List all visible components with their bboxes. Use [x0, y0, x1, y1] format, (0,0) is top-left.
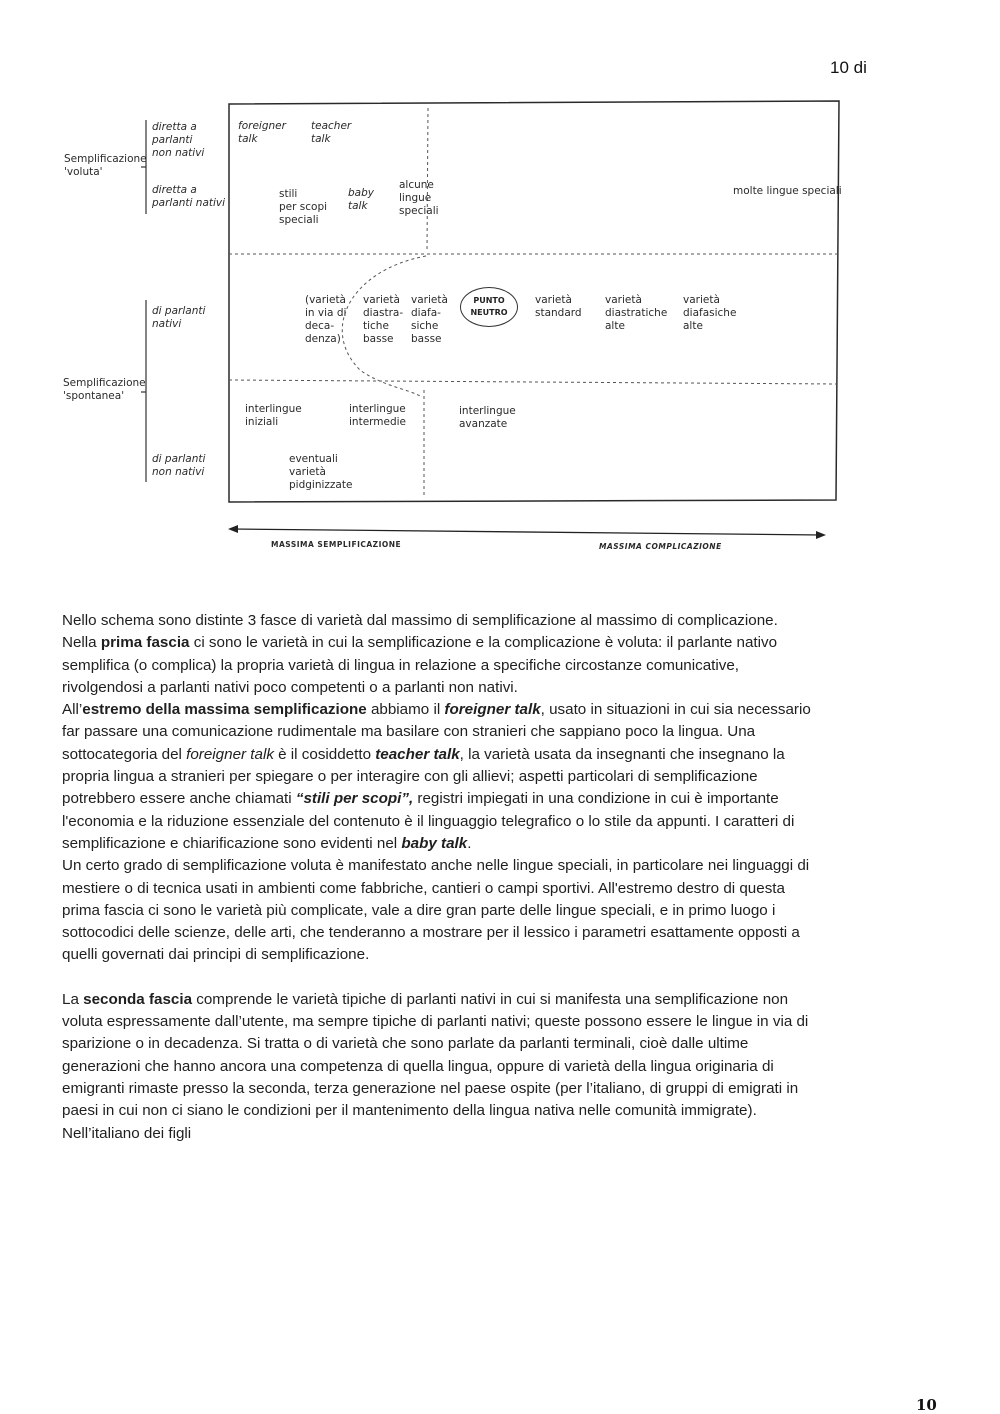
band-separator-2 [229, 380, 837, 384]
paragraph-seconda-fascia: La seconda fascia comprende le varietà tipiche di parlanti nativi in cui si manifesta una semplificazione non voluta espressamente dall’utente, ma sempre tipiche di parlanti nativi; queste possono essere le lingue in via di sparizione o in decadenza. Si tratta o di varietà che sono parlate da parlanti terminali, cioè dalle ultime generazioni che hanno ancora una competenza di quella lingua, oppure di varietà della lingua originaria di emigranti rimaste presso la seconda, terza generazione nel paese ospite (per l’italiano, di gruppi di emigrati in paesi in cui non ci siano le condizioni per il mantenimento della lingua nativa nelle comunità immigrate). Nell’italiano dei figli [62, 990, 809, 1142]
cell-diafasiche-basse: varietà diafa- siche basse [411, 294, 448, 345]
label-voluta-non-nativi: diretta a parlanti non nativi [152, 121, 205, 159]
complexity-axis [232, 529, 822, 535]
page-number: 10 [916, 1396, 937, 1414]
cell-varieta-decadenza: (varietà in via di deca- denza) [305, 294, 347, 345]
axis-arrow-right [816, 531, 826, 539]
cell-diastratiche-alte: varietà diastratiche alte [605, 294, 668, 332]
cell-diastratiche-basse: varietà diastra- tiche basse [363, 294, 404, 345]
cell-interlingue-intermedie: interlingue intermedie [349, 403, 407, 428]
paragraph-intro: Nello schema sono distinte 3 fasce di varietà dal massimo di semplificazione al massimo di complicazione. [62, 612, 778, 629]
cell-diafasiche-alte: varietà diafasiche alte [683, 294, 737, 332]
label-spontanea-nativi: di parlanti nativi [152, 305, 206, 330]
label-voluta: Semplificazione 'voluta' [64, 153, 147, 178]
axis-label-semplificazione: MASSIMA SEMPLIFICAZIONE [271, 540, 402, 549]
punto-neutro: PUNTO NEUTRO [460, 287, 518, 327]
paragraph-lingue-speciali: Un certo grado di semplificazione voluta è manifestato anche nelle lingue speciali, in particolare nei linguaggi di mestiere o di tecnica usati in ambienti come fabbriche, cantieri o campi sportivi. All'estremo destro di questa prima fascia ci sono le varietà più complicate, vale a dire gran parte delle lingue speciali, e in primo luogo i sottocodici delle scienze, delle arti, che tenderanno a mostrare per il lessico i parametri esattamente opposti a quelli governati dai principi di semplificazione. [62, 857, 810, 964]
cell-varieta-pidginizzate: eventuali varietà pidginizzate [289, 453, 353, 491]
cell-foreigner-talk: foreigner talk [238, 120, 286, 145]
page-header: 10 di [830, 58, 867, 77]
cell-alcune-lingue-speciali: alcune lingue speciali [399, 179, 439, 217]
cell-interlingue-iniziali: interlingue iniziali [245, 403, 302, 428]
cell-baby-talk: baby talk [348, 187, 374, 212]
cell-interlingue-avanzate: interlingue avanzate [459, 405, 516, 430]
varieties-diagram [0, 0, 1000, 560]
cell-teacher-talk: teacher talk [311, 120, 352, 145]
paragraph-prima-fascia: Nella prima fascia ci sono le varietà in cui la semplificazione e la complicazione è voluta: il parlante nativo semplifica (o complica) la propria varietà di lingua in relazione a specifiche circostanze comunicative, rivolgendosi a parlanti nativi poco competenti o a parlanti non nativi. [62, 634, 778, 696]
diagram-lines [0, 0, 1000, 560]
paragraph-foreigner-talk: All’estremo della massima semplificazione abbiamo il foreigner talk, usato in situazioni in cui sia necessario far passare una comunicazione rudimentale ma basilare con stranieri che sappiano poco la lingua. Una sottocategoria del foreigner talk è il cosiddetto teacher talk, la varietà usata da insegnanti che insegnano la propria lingua a stranieri per spiegare o per interagire con gli allievi; aspetti particolari di semplificazione potrebbero essere anche chiamati “stili per scopi”, registri impiegati in una condizione in cui è importante l'economia e la riduzione essenziale del contenuto è il linguaggio telegrafico o lo stile da appunti. I caratteri di semplificazione e chiarificazione sono evidenti nel baby talk. [62, 701, 811, 852]
cell-stili-per-scopi: stili per scopi speciali [279, 188, 328, 226]
axis-arrow-left [228, 525, 238, 533]
axis-label-complicazione: MASSIMA COMPLICAZIONE [599, 542, 722, 551]
cell-molte-lingue-speciali: molte lingue speciali [733, 185, 842, 197]
body-text [62, 610, 822, 1145]
label-spontanea-non-nativi: di parlanti non nativi [152, 453, 206, 478]
cell-varieta-standard: varietà standard [535, 294, 582, 319]
label-spontanea: Semplificazione 'spontanea' [63, 377, 146, 402]
label-voluta-nativi: diretta a parlanti nativi [152, 184, 226, 209]
